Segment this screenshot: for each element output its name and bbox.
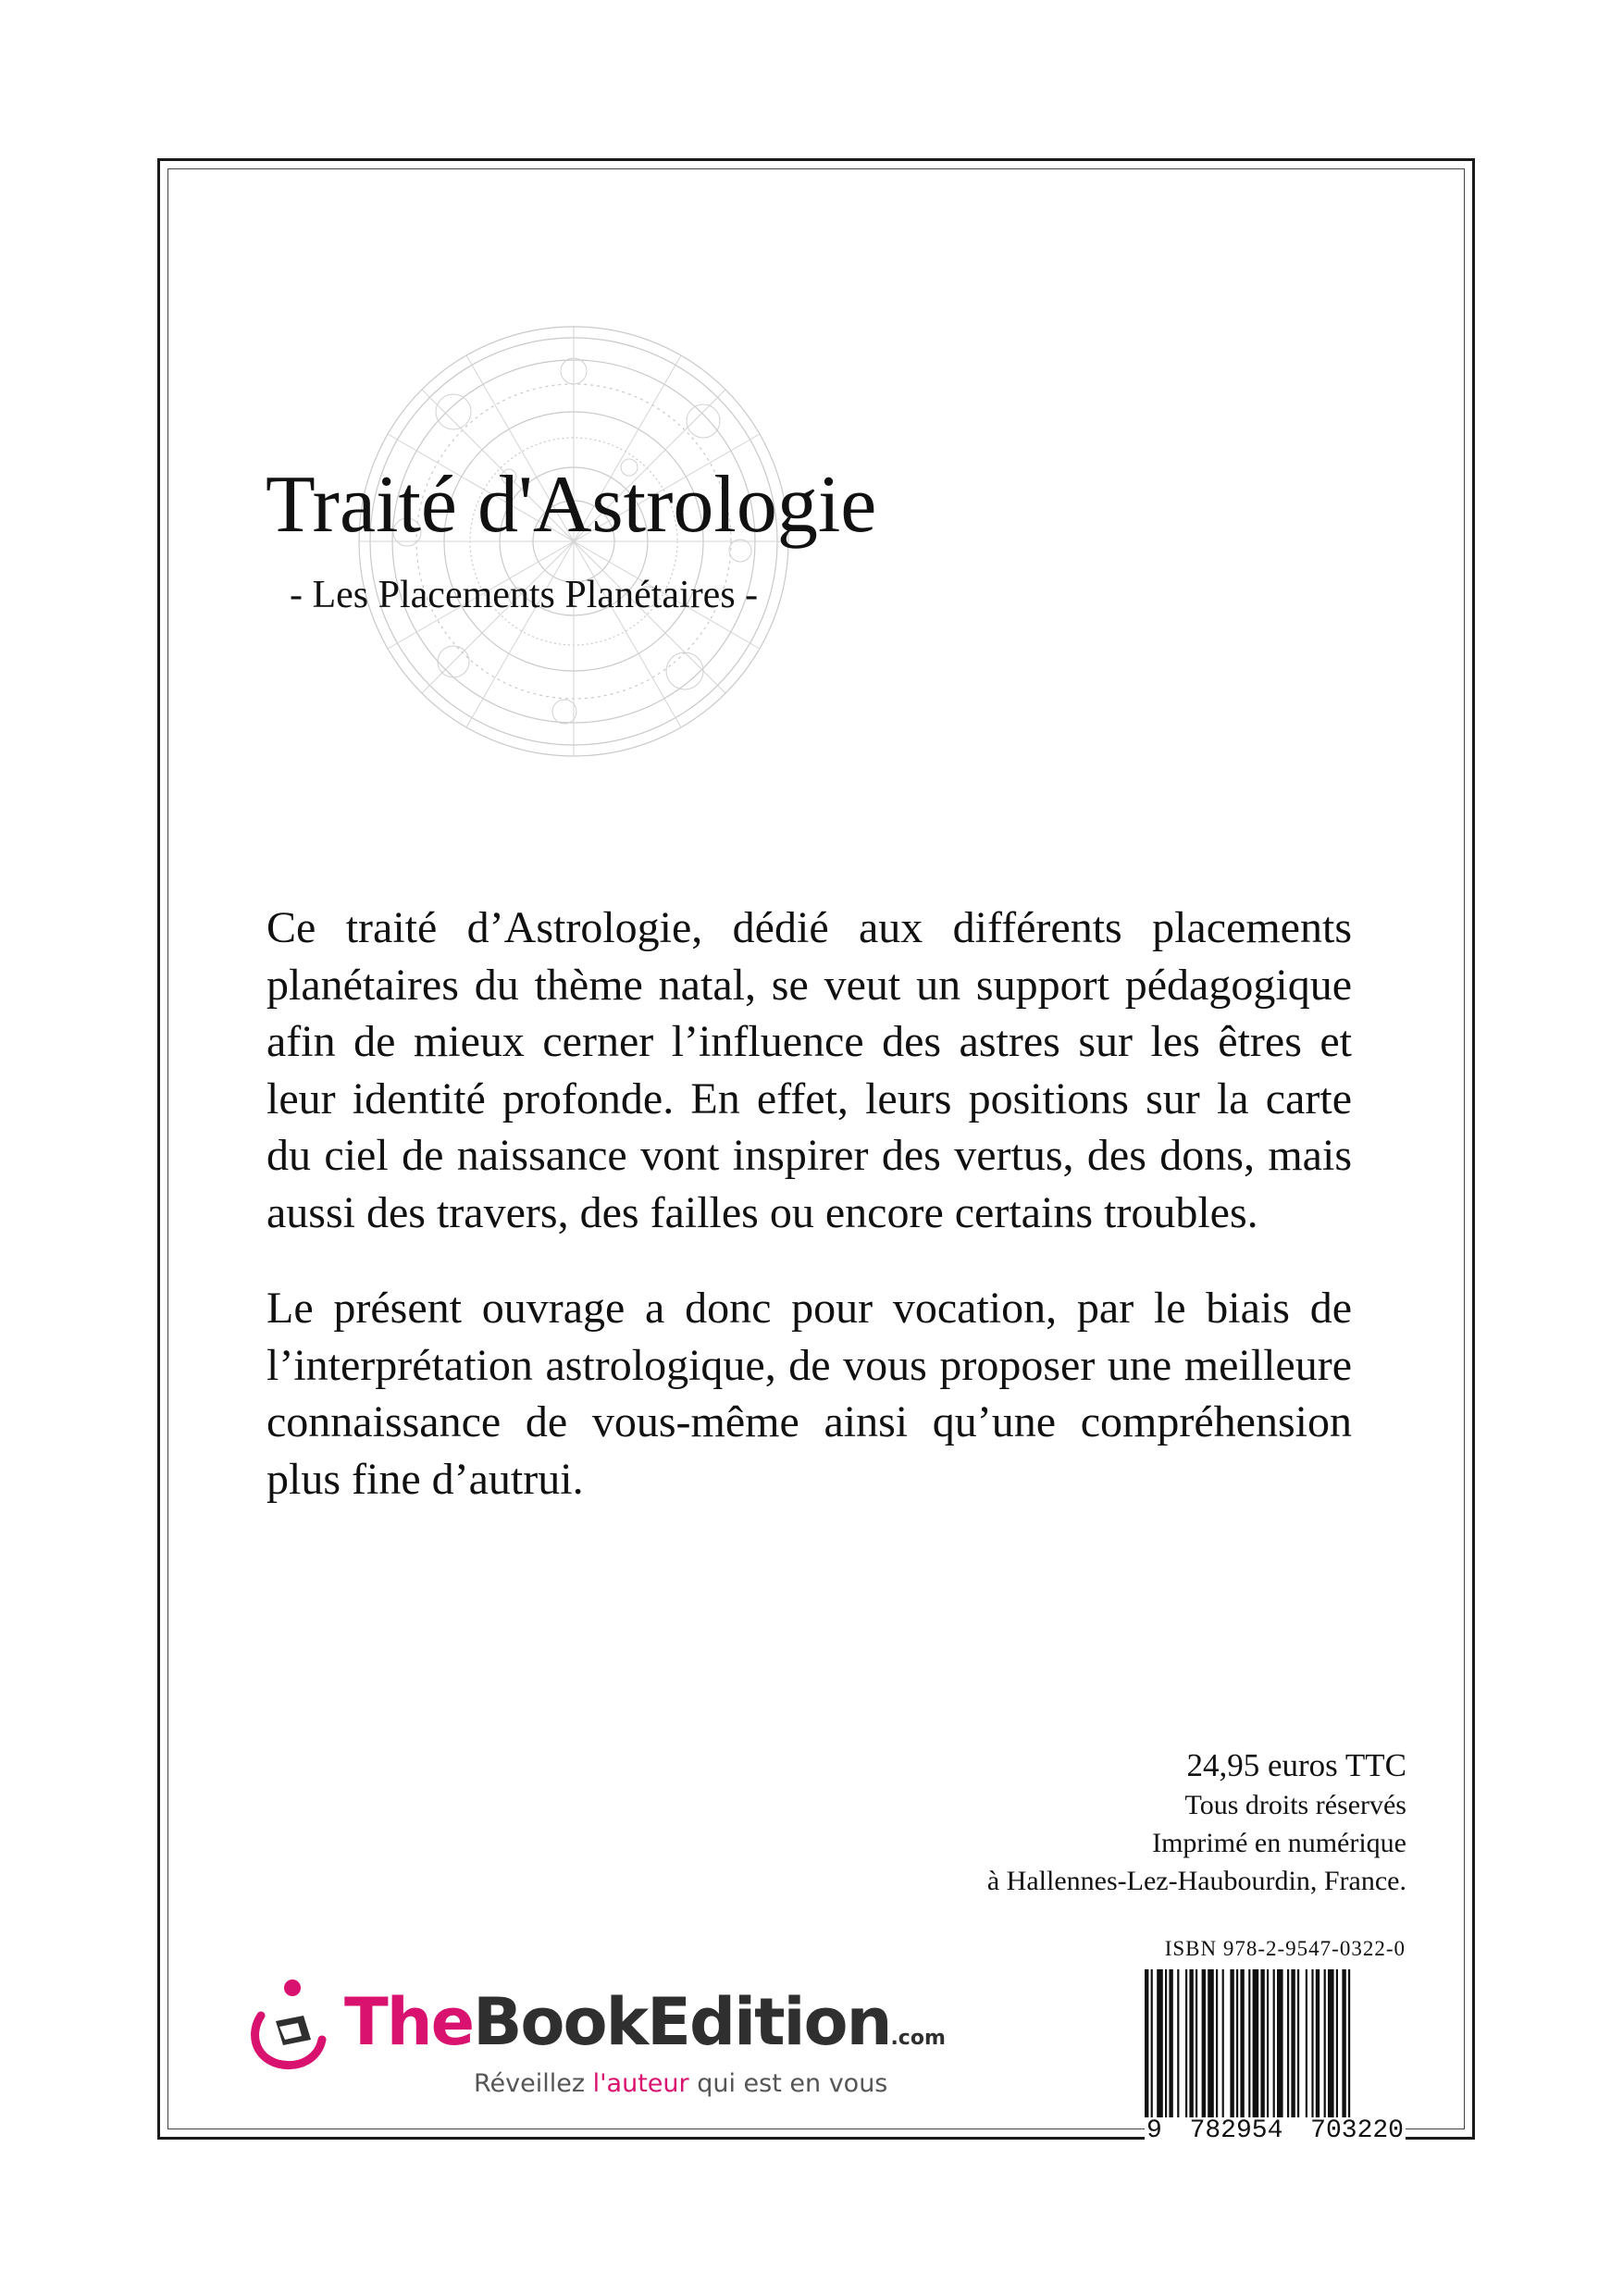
book-title: Traité d'Astrologie — [266, 460, 877, 550]
isbn-barcode — [1145, 1936, 1406, 2145]
book-subtitle: - Les Placements Planétaires - — [290, 574, 759, 616]
rights-notice: Tous droits réservés — [1184, 1790, 1406, 1820]
barcode-first-digit: 9 — [1146, 2116, 1162, 2145]
back-cover-blurb — [266, 900, 1352, 1546]
barcode-right-group: 703220 — [1310, 2116, 1404, 2145]
blurb-paragraph: Le présent ouvrage a donc pour vocation, par le biais de l’interprétation astrologique, de vous proposer une meilleure connaissance de vous-même ainsi qu’une compréhension plus fine d’autrui. — [266, 1284, 1352, 1504]
publisher-tagline: Réveillez l'auteur qui est en vous — [474, 2069, 888, 2098]
blurb-paragraph: Ce traité d’Astrologie, dédié aux différents placements planétaires du thème natal, se veut un support pédagogique afin de mieux cerner l’influence des astres sur les êtres et leur identité profonde. En effet, leurs positions sur la carte du ciel de naissance vont inspirer des vertus, des dons, mais aussi des travers, des failles ou encore certains troubles. — [266, 903, 1352, 1237]
publisher-name: TheBookEdition.com — [344, 1984, 946, 2060]
price-label: 24,95 euros TTC — [1186, 1747, 1406, 1783]
publication-info — [987, 1745, 1406, 1900]
publisher-logo — [242, 1979, 946, 2108]
thebookedition-logo-icon — [242, 1979, 335, 2071]
printing-notice: Imprimé en numérique — [1152, 1828, 1406, 1858]
printing-location: à Hallennes-Lez-Haubourdin, France. — [986, 1866, 1406, 1896]
barcode-left-group: 782954 — [1189, 2116, 1283, 2145]
isbn-label: ISBN 978-2-9547-0322-0 — [1164, 1937, 1406, 1960]
barcode-digits — [1145, 2117, 1406, 2145]
barcode-icon — [1145, 1969, 1406, 2140]
